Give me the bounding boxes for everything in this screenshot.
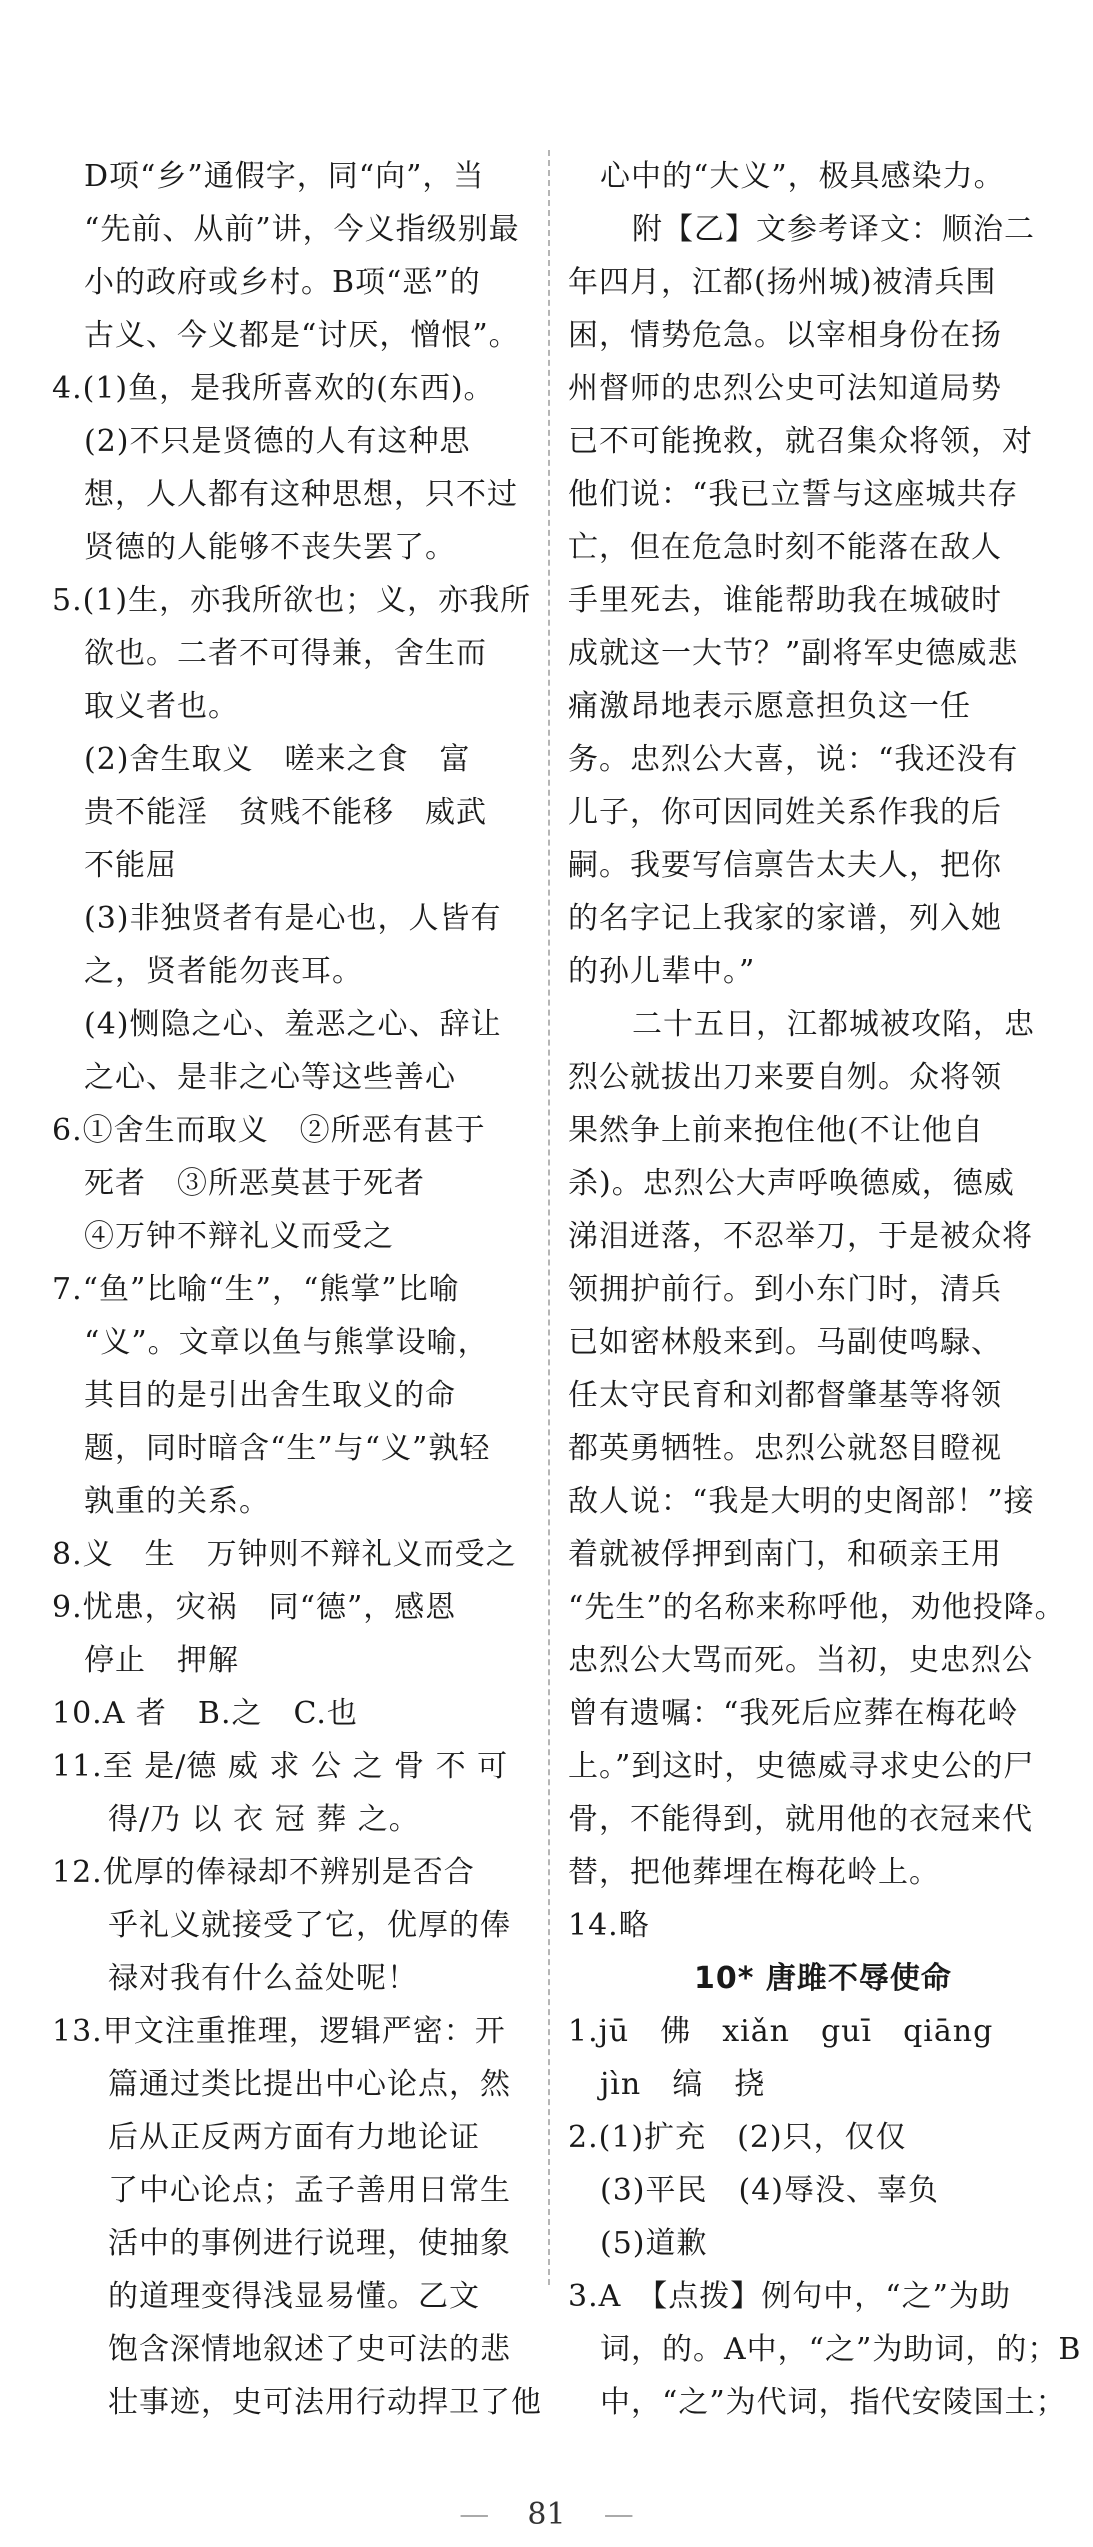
text-line: 词，的。A中，“之”为助词，的；B [600,2332,1082,2367]
text-line: 乎礼义就接受了它，优厚的俸 [108,1908,511,1943]
text-line: 已不可能挽救，就召集众将领，对 [568,424,1033,459]
text-line: 小的政府或乡村。B项“恶”的 [84,265,481,300]
text-line: 之，贤者能勿丧耳。 [84,954,363,989]
text-line: ④万钟不辩礼义而受之 [84,1219,394,1254]
text-line: 困，情势危急。以宰相身份在扬 [568,318,1002,353]
text-line: 10.A 者 B.之 C.也 [52,1696,358,1731]
text-line: (5)道歉 [600,2226,708,2261]
text-line: 敌人说：“我是大明的史阁部！”接 [568,1484,1035,1519]
text-line: 任太守民育和刘都督肇基等将领 [568,1378,1002,1413]
text-line: 孰重的关系。 [84,1484,270,1519]
text-line: 活中的事例进行说理，使抽象 [108,2226,511,2261]
text-line: 烈公就拔出刀来要自刎。众将领 [568,1060,1002,1095]
text-line: 想，人人都有这种思想，只不过 [84,477,518,512]
text-line: 题，同时暗含“生”与“义”孰轻 [84,1431,491,1466]
text-line: 禄对我有什么益处呢！ [108,1961,418,1996]
left-column [52,150,542,2429]
text-line: 13.甲文注重推理，逻辑严密：开 [52,2014,506,2049]
text-line: 死者 ③所恶莫甚于死者 [84,1166,425,1201]
text-line: 儿子，你可因同姓关系作我的后 [568,795,1002,830]
text-line: 的道理变得浅显易懂。乙文 [108,2279,480,2314]
footer-dash-right: — [603,2497,634,2532]
text-line: 6.①舍生而取义 ②所恶有甚于 [52,1113,486,1148]
text-line: 他们说：“我已立誓与这座城共存 [568,477,1019,512]
text-line: 7.“鱼”比喻“生”，“熊掌”比喻 [52,1272,460,1307]
text-line: 亡，但在危急时刻不能落在敌人 [568,530,1002,565]
text-line: 其目的是引出舍生取义的命 [84,1378,456,1413]
text-line: 骨，不能得到，就用他的衣冠来代 [568,1802,1033,1837]
text-line: 的孙儿辈中。” [568,954,756,989]
text-line: 忠烈公大骂而死。当初，史忠烈公 [568,1643,1033,1678]
text-line: 涕泪迸落，不忍举刀，于是被众将 [568,1219,1033,1254]
text-line: D项“乡”通假字，同“向”，当 [84,159,485,194]
text-line: 贵不能淫 贫贱不能移 威武 [84,795,487,830]
column-divider [548,150,550,2285]
text-line: 不能屈 [84,848,177,883]
text-line: 都英勇牺牲。忠烈公就怒目瞪视 [568,1431,1002,1466]
text-line: 年四月，江都(扬州城)被清兵围 [568,265,997,300]
text-line: 停止 押解 [84,1643,239,1678]
page-number: 81 [527,2497,566,2532]
text-line: 得/乃 以 衣 冠 葬 之。 [108,1802,420,1837]
text-line: 后从正反两方面有力地论证 [108,2120,480,2155]
text-line: 附【乙】文参考译文：顺治二 [632,212,1035,247]
text-line: 篇通过类比提出中心论点，然 [108,2067,511,2102]
text-line: (3)平民 (4)辱没、辜负 [600,2173,939,2208]
text-line: “义”。文章以鱼与熊掌设喻， [84,1325,489,1360]
text-line: 的名字记上我家的家谱，列入她 [568,901,1002,936]
text-line: “先生”的名称来称呼他，劝他投降。 [568,1590,1066,1625]
text-line: 果然争上前来抱住他(不让他自 [568,1113,984,1148]
text-line: 饱含深情地叙述了史可法的悲 [108,2332,511,2367]
text-line: 贤德的人能够不丧失罢了。 [84,530,456,565]
right-column [568,150,1082,2429]
text-line: (2)不只是贤德的人有这种思 [84,424,471,459]
text-line: 8.义 生 万钟则不辩礼义而受之 [52,1537,517,1572]
text-line: 壮事迹，史可法用行动捍卫了他 [108,2385,542,2420]
text-line: 古义、今义都是“讨厌，憎恨”。 [84,318,520,353]
text-line: “先前、从前”讲，今义指级别最 [84,212,520,247]
text-line: 5.(1)生，亦我所欲也；义，亦我所 [52,583,532,618]
text-line: 4.(1)鱼，是我所喜欢的(东西)。 [52,371,495,406]
text-line: 州督师的忠烈公史可法知道局势 [568,371,1002,406]
text-line: 3.A 【点拨】例句中，“之”为助 [568,2279,1011,2314]
text-line: 二十五日，江都城被攻陷，忠 [632,1007,1035,1042]
text-line: 着就被俘押到南门，和硕亲王用 [568,1537,1002,1572]
text-line: 嗣。我要写信禀告太夫人，把你 [568,848,1002,883]
text-line: 12.优厚的俸禄却不辨别是否合 [52,1855,475,1890]
text-line: 11.至 是/德 威 求 公 之 骨 不 可 [52,1749,509,1784]
text-line: 1.jū 佛 xiǎn guī qiāng [568,2014,994,2049]
text-line: 替，把他葬埋在梅花岭上。 [568,1855,940,1890]
text-line: 手里死去，谁能帮助我在城破时 [568,583,1002,618]
text-line: 心中的“大义”，极具感染力。 [600,159,1005,194]
text-line: 务。忠烈公大喜，说：“我还没有 [568,742,1019,777]
text-line: (4)恻隐之心、羞恶之心、辞让 [84,1007,502,1042]
text-line: (3)非独贤者有是心也，人皆有 [84,901,502,936]
text-line: (2)舍生取义 嗟来之食 富 [84,742,471,777]
footer-dash-left: — [459,2497,490,2532]
text-line: 14.略 [568,1908,650,1943]
text-line: 2.(1)扩充 (2)只，仅仅 [568,2120,907,2155]
text-line: 了中心论点；孟子善用日常生 [108,2173,511,2208]
text-line: jìn 缟 挠 [600,2067,766,2102]
text-line: 已如密林般来到。马副使鸣騄、 [568,1325,1002,1360]
text-line: 曾有遗嘱：“我死后应葬在梅花岭 [568,1696,1019,1731]
text-line: 杀)。忠烈公大声呼唤德威，德威 [568,1166,1015,1201]
text-line: 取义者也。 [84,689,239,724]
page-footer [0,2495,1093,2535]
text-line: 痛激昂地表示愿意担负这一任 [568,689,971,724]
section-title: 10* 唐雎不辱使命 [694,1961,952,1996]
text-line: 上。”到这时，史德威寻求史公的尸 [568,1749,1035,1784]
text-line: 欲也。二者不可得兼，舍生而 [84,636,487,671]
text-line: 之心、是非之心等这些善心 [84,1060,456,1095]
text-line: 成就这一大节？”副将军史德威悲 [568,636,1019,671]
text-line: 中，“之”为代词，指代安陵国土； [600,2385,1067,2420]
text-line: 9.忧患，灾祸 同“德”，感恩 [52,1590,457,1625]
text-line: 领拥护前行。到小东门时，清兵 [568,1272,1002,1307]
